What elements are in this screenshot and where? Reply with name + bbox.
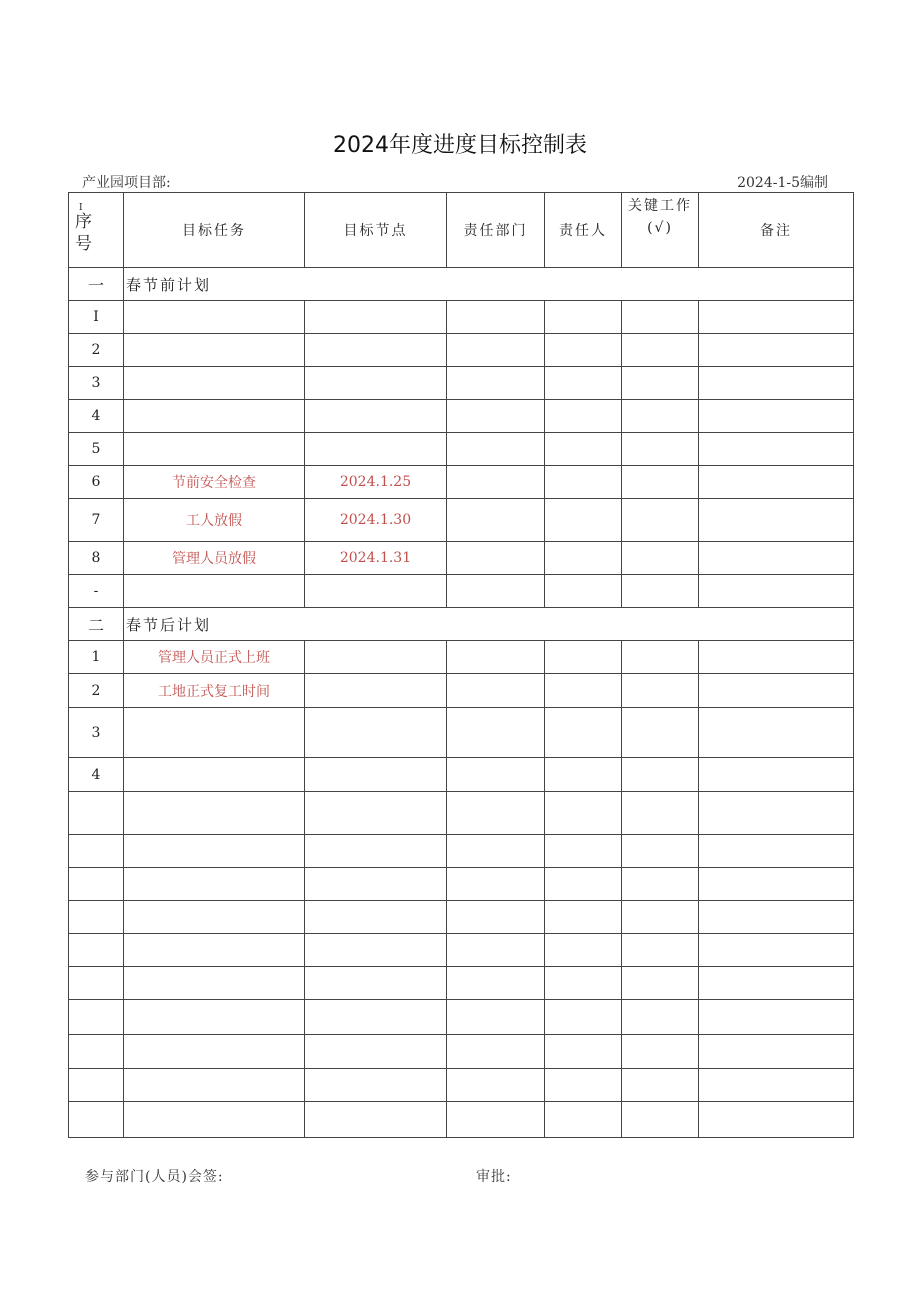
row-task <box>124 301 305 334</box>
table-row <box>69 758 854 792</box>
row-note <box>699 967 854 1000</box>
row-note <box>699 901 854 934</box>
header-key-line1: 关键工作 <box>628 198 692 214</box>
row-key-work <box>622 674 699 708</box>
row-person <box>545 400 622 433</box>
row-dept <box>447 792 545 835</box>
row-key-work <box>622 934 699 967</box>
row-person <box>545 433 622 466</box>
table-row <box>69 901 854 934</box>
row-key-work <box>622 1000 699 1035</box>
table-row <box>69 1035 854 1069</box>
row-person <box>545 641 622 674</box>
row-key-work <box>622 758 699 792</box>
row-note <box>699 1000 854 1035</box>
row-key-work <box>622 835 699 868</box>
row-number: 2 <box>69 334 124 367</box>
row-node <box>305 934 447 967</box>
header-seq-top: 序 <box>75 212 92 232</box>
row-node <box>305 400 447 433</box>
row-key-work <box>622 1035 699 1069</box>
row-node: 2024.1.31 <box>305 542 447 575</box>
row-dept <box>447 934 545 967</box>
row-dept <box>447 367 545 400</box>
row-dept <box>447 334 545 367</box>
row-task: 工地正式复工时间 <box>124 674 305 708</box>
row-note <box>699 868 854 901</box>
table-row <box>69 934 854 967</box>
row-node <box>305 575 447 608</box>
row-dept <box>447 542 545 575</box>
row-dept <box>447 433 545 466</box>
row-task <box>124 400 305 433</box>
document-title: 2024年度进度目标控制表 <box>333 133 587 158</box>
row-task <box>124 575 305 608</box>
table-row <box>69 674 854 708</box>
row-key-work <box>622 575 699 608</box>
header-person: 责任人 <box>545 193 622 268</box>
section-row <box>69 268 854 301</box>
row-task <box>124 334 305 367</box>
row-dept <box>447 400 545 433</box>
row-dept <box>447 466 545 499</box>
row-task: 节前安全检查 <box>124 466 305 499</box>
row-key-work <box>622 499 699 542</box>
row-person <box>545 758 622 792</box>
row-task <box>124 1035 305 1069</box>
row-node <box>305 334 447 367</box>
row-number <box>69 1069 124 1102</box>
row-number <box>69 967 124 1000</box>
row-node <box>305 301 447 334</box>
row-task <box>124 367 305 400</box>
row-node: 2024.1.30 <box>305 499 447 542</box>
row-key-work <box>622 542 699 575</box>
table-body <box>69 268 854 1138</box>
row-dept <box>447 575 545 608</box>
row-node <box>305 901 447 934</box>
row-number: I <box>69 301 124 334</box>
approval-label: 审批: <box>476 1169 512 1185</box>
row-task <box>124 934 305 967</box>
row-person <box>545 466 622 499</box>
row-node <box>305 1035 447 1069</box>
row-note <box>699 542 854 575</box>
header-key-work <box>622 193 699 268</box>
row-note <box>699 575 854 608</box>
row-task: 工人放假 <box>124 499 305 542</box>
row-number: 4 <box>69 758 124 792</box>
table-row <box>69 542 854 575</box>
row-key-work <box>622 301 699 334</box>
row-node <box>305 433 447 466</box>
table-row <box>69 575 854 608</box>
row-dept <box>447 641 545 674</box>
row-note <box>699 1102 854 1138</box>
row-note <box>699 400 854 433</box>
row-note <box>699 433 854 466</box>
row-key-work <box>622 367 699 400</box>
row-node <box>305 835 447 868</box>
row-dept <box>447 868 545 901</box>
row-person <box>545 1102 622 1138</box>
row-node <box>305 758 447 792</box>
row-person <box>545 967 622 1000</box>
compiled-date: 2024-1-5编制 <box>737 175 828 191</box>
row-number: 3 <box>69 367 124 400</box>
row-number: 6 <box>69 466 124 499</box>
row-task <box>124 1000 305 1035</box>
row-note <box>699 1069 854 1102</box>
row-person <box>545 1000 622 1035</box>
row-person <box>545 499 622 542</box>
row-note <box>699 792 854 835</box>
row-number: 7 <box>69 499 124 542</box>
row-dept <box>447 758 545 792</box>
table-row <box>69 708 854 758</box>
table-row <box>69 301 854 334</box>
row-number: 5 <box>69 433 124 466</box>
row-task <box>124 1069 305 1102</box>
row-number: 1 <box>69 641 124 674</box>
row-person <box>545 868 622 901</box>
row-note <box>699 367 854 400</box>
row-node <box>305 967 447 1000</box>
header-note: 备注 <box>699 193 854 268</box>
signoff-label: 参与部门(人员)会签: <box>85 1169 224 1185</box>
row-node <box>305 1069 447 1102</box>
row-number: 2 <box>69 674 124 708</box>
row-person <box>545 901 622 934</box>
row-note <box>699 934 854 967</box>
row-number: 3 <box>69 708 124 758</box>
row-person <box>545 1035 622 1069</box>
row-note <box>699 1035 854 1069</box>
row-note <box>699 835 854 868</box>
schedule-table <box>68 192 854 1138</box>
row-note <box>699 674 854 708</box>
header-node: 目标节点 <box>305 193 447 268</box>
row-task <box>124 868 305 901</box>
row-note <box>699 758 854 792</box>
row-node <box>305 641 447 674</box>
row-key-work <box>622 792 699 835</box>
section-title: 春节前计划 <box>124 268 854 301</box>
table-row <box>69 367 854 400</box>
row-note <box>699 708 854 758</box>
row-number: - <box>69 575 124 608</box>
row-task <box>124 758 305 792</box>
header-seq-mark: I <box>79 203 83 213</box>
section-number: 一 <box>69 268 124 301</box>
row-dept <box>447 708 545 758</box>
department-label: 产业园项目部: <box>82 175 171 191</box>
row-key-work <box>622 1102 699 1138</box>
row-person <box>545 934 622 967</box>
row-number <box>69 1102 124 1138</box>
row-key-work <box>622 1069 699 1102</box>
row-key-work <box>622 433 699 466</box>
row-task <box>124 433 305 466</box>
row-person <box>545 792 622 835</box>
table-row <box>69 792 854 835</box>
row-node <box>305 1000 447 1035</box>
row-dept <box>447 1102 545 1138</box>
row-note <box>699 641 854 674</box>
table-row <box>69 400 854 433</box>
section-row <box>69 608 854 641</box>
row-dept <box>447 967 545 1000</box>
table-row <box>69 433 854 466</box>
row-task <box>124 708 305 758</box>
row-task <box>124 967 305 1000</box>
row-node <box>305 367 447 400</box>
row-key-work <box>622 334 699 367</box>
row-person <box>545 1069 622 1102</box>
header-seq-bottom: 号 <box>75 234 92 254</box>
table-row <box>69 1069 854 1102</box>
table-row <box>69 334 854 367</box>
table-row <box>69 466 854 499</box>
row-note <box>699 466 854 499</box>
section-number: 二 <box>69 608 124 641</box>
row-number <box>69 835 124 868</box>
row-key-work <box>622 708 699 758</box>
row-dept <box>447 1035 545 1069</box>
row-number <box>69 868 124 901</box>
row-node <box>305 1102 447 1138</box>
row-number <box>69 792 124 835</box>
row-person <box>545 835 622 868</box>
table-row <box>69 835 854 868</box>
row-number <box>69 901 124 934</box>
row-dept <box>447 499 545 542</box>
row-key-work <box>622 400 699 433</box>
row-dept <box>447 301 545 334</box>
row-note <box>699 301 854 334</box>
header-dept: 责任部门 <box>447 193 545 268</box>
row-person <box>545 674 622 708</box>
row-task: 管理人员放假 <box>124 542 305 575</box>
row-task <box>124 901 305 934</box>
row-task <box>124 792 305 835</box>
row-number: 4 <box>69 400 124 433</box>
row-person <box>545 367 622 400</box>
table-row <box>69 641 854 674</box>
table-row <box>69 1000 854 1035</box>
row-key-work <box>622 466 699 499</box>
row-number: 8 <box>69 542 124 575</box>
row-dept <box>447 835 545 868</box>
table-row <box>69 967 854 1000</box>
row-number <box>69 1000 124 1035</box>
table-row <box>69 499 854 542</box>
row-node <box>305 868 447 901</box>
row-node: 2024.1.25 <box>305 466 447 499</box>
header-key-line2: (√) <box>647 220 673 236</box>
row-person <box>545 542 622 575</box>
row-person <box>545 301 622 334</box>
row-node <box>305 708 447 758</box>
table-row <box>69 1102 854 1138</box>
row-task: 管理人员正式上班 <box>124 641 305 674</box>
row-node <box>305 792 447 835</box>
row-number <box>69 1035 124 1069</box>
row-key-work <box>622 641 699 674</box>
row-person <box>545 575 622 608</box>
row-task <box>124 835 305 868</box>
table-row <box>69 868 854 901</box>
header-seq <box>69 193 124 268</box>
row-person <box>545 708 622 758</box>
header-row <box>69 193 854 268</box>
row-task <box>124 1102 305 1138</box>
row-dept <box>447 1000 545 1035</box>
row-note <box>699 499 854 542</box>
header-task: 目标任务 <box>124 193 305 268</box>
row-key-work <box>622 901 699 934</box>
row-note <box>699 334 854 367</box>
row-node <box>305 674 447 708</box>
row-key-work <box>622 868 699 901</box>
row-number <box>69 934 124 967</box>
row-dept <box>447 674 545 708</box>
row-key-work <box>622 967 699 1000</box>
row-dept <box>447 1069 545 1102</box>
row-person <box>545 334 622 367</box>
section-title: 春节后计划 <box>124 608 854 641</box>
row-dept <box>447 901 545 934</box>
